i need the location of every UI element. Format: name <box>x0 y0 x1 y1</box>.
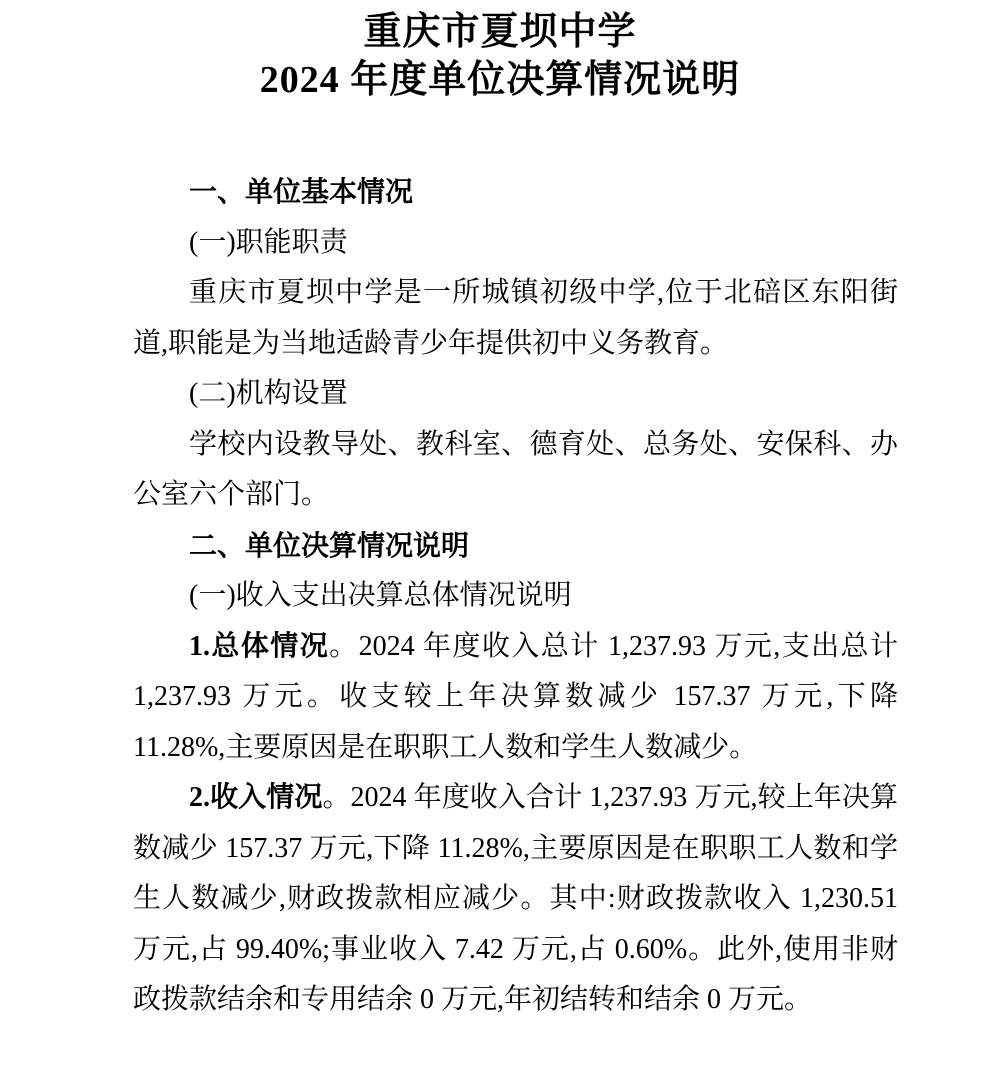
paragraph-overall-text: 。2024 年度收入总计 1,237.93 万元,支出总计 1,237.93 万元。收支较上年决算数减少 157.37 万元,下降 11.28%,主要原因是在职职工人数和学生人数减少。 <box>133 630 898 763</box>
document-title <box>0 8 1000 104</box>
subsection-heading-structure: (二)机构设置 <box>189 378 348 409</box>
document-title-line-1: 重庆市夏坝中学 <box>363 11 637 53</box>
paragraph-income-situation <box>133 773 898 1026</box>
paragraph-income-text: 。2024 年度收入合计 1,237.93 万元,较上年决算数减少 157.37 万元,下降 11.28%,主要原因是在职职工人数和学生人数减少,财政拨款相应减少。其中:财政拨款收入 1,230.51 万元,占 99.40%;事业收入 7.42 万元,占 0.60%。此外,使用非财政拨款结余和专用结余 0 万元,年初结转和结余 0 万元。 <box>133 782 898 1015</box>
document-title-line-2: 2024 年度单位决算情况说明 <box>259 59 741 101</box>
paragraph-overall-lead: 1.总体情况 <box>189 630 330 662</box>
paragraph-overall-situation <box>133 622 898 774</box>
paragraph-income-lead: 2.收入情况 <box>189 782 323 813</box>
paragraph-functions: 重庆市夏坝中学是一所城镇初级中学,位于北碚区东阳街道,职能是为当地适龄青少年提供初中义务教育。 <box>133 277 898 359</box>
document-body <box>133 167 898 1026</box>
section-heading-final-accounts: 二、单位决算情况说明 <box>189 529 470 561</box>
subsection-heading-functions: (一)职能职责 <box>189 226 348 258</box>
subsection-heading-overview: (一)收入支出决算总体情况说明 <box>189 580 572 611</box>
paragraph-structure: 学校内设教导处、教科室、德育处、总务处、安保科、办公室六个部门。 <box>133 428 898 510</box>
section-heading-basic-info: 一、单位基本情况 <box>189 176 414 207</box>
